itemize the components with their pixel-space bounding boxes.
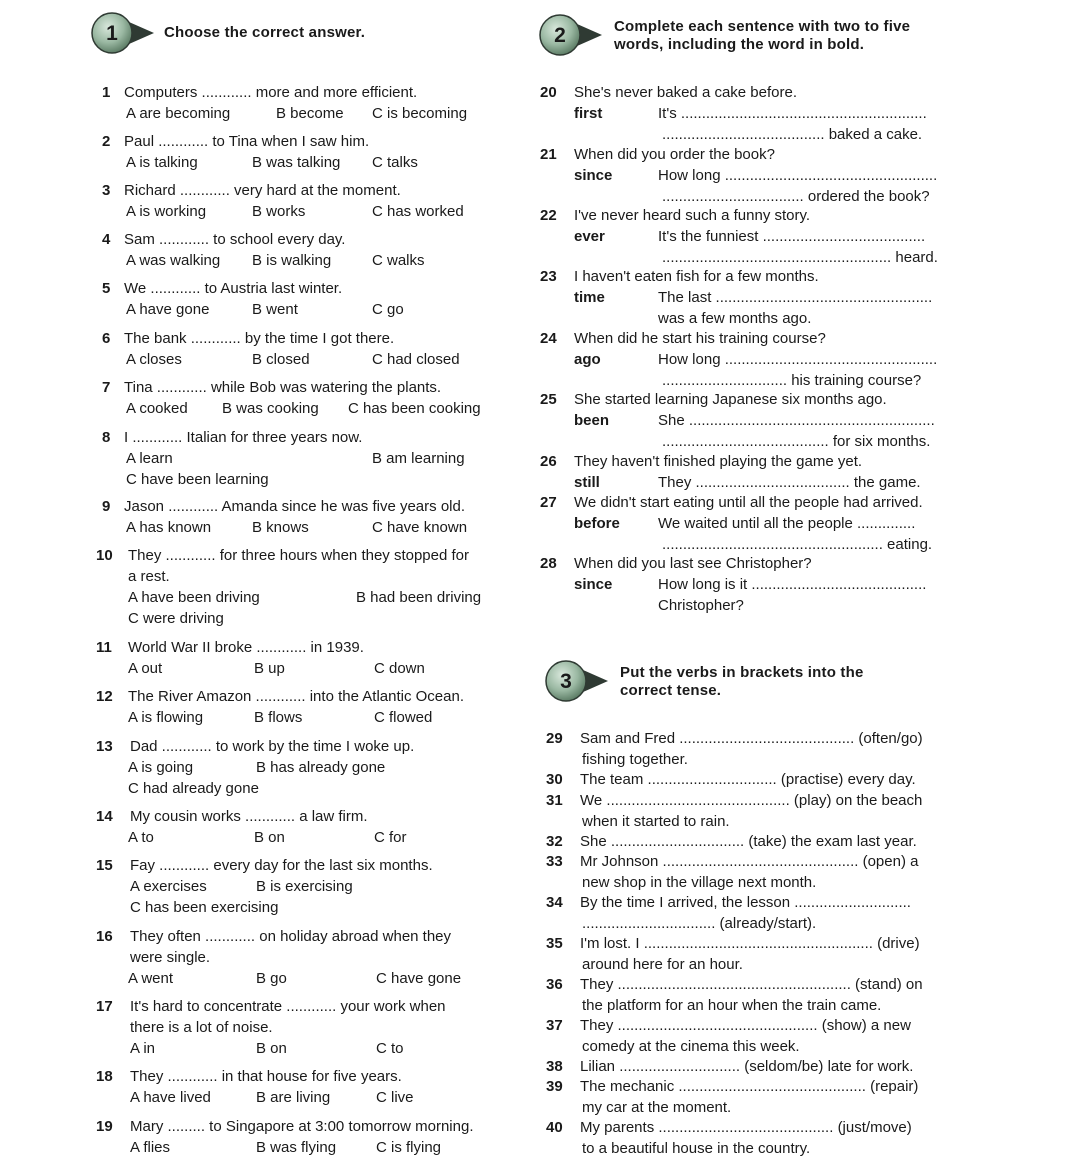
verb-sentence-continued: to a beautiful house in the country. (582, 1140, 811, 1157)
item-number: 27 (540, 494, 557, 511)
item-number: 35 (546, 935, 563, 952)
source-sentence: When did you last see Christopher? (574, 555, 812, 572)
verb-sentence-continued: fishing together. (582, 751, 688, 768)
question-number: 12 (96, 688, 113, 705)
answer-option: B up (254, 660, 285, 677)
answer-option: A have been driving (128, 589, 260, 606)
answer-option: C has been cooking (348, 400, 481, 417)
item-number: 31 (546, 792, 563, 809)
item-number: 25 (540, 391, 557, 408)
question-number: 10 (96, 547, 113, 564)
question-stem-continued: a rest. (128, 568, 170, 585)
answer-option: C have known (372, 519, 468, 536)
question-number: 1 (102, 84, 111, 101)
verb-sentence-continued: ................................ (already/start). (582, 915, 817, 932)
answer-option: B is exercising (256, 878, 353, 895)
item-number: 23 (540, 268, 557, 285)
answer-option: A cooked (126, 400, 188, 417)
item-number: 36 (546, 976, 563, 993)
item-number: 40 (546, 1119, 563, 1136)
answer-option: B has already gone (256, 759, 386, 776)
answer-option: A flies (130, 1139, 171, 1156)
verb-sentence-continued: the platform for an hour when the train came. (582, 997, 882, 1014)
answer-option: A was walking (126, 252, 221, 269)
keyword: time (574, 289, 605, 306)
item-number: 22 (540, 207, 557, 224)
question-number: 16 (96, 928, 113, 945)
verb-sentence: The mechanic ............................................. (repair) (580, 1078, 919, 1095)
answer-option: B was cooking (222, 400, 319, 417)
verb-sentence: I'm lost. I ....................................................... (drive) (580, 935, 920, 952)
answer-option: B works (252, 203, 306, 220)
question-stem: It's hard to concentrate ............ your work when (130, 998, 446, 1015)
answer-option: C walks (372, 252, 425, 269)
question-number: 8 (102, 429, 111, 446)
question-stem: We ............ to Austria last winter. (124, 280, 343, 297)
section-3-number: 3 (560, 670, 572, 693)
answer-option: A have gone (126, 301, 210, 318)
rewrite-line: How long ................................................... (658, 351, 938, 368)
question-stem: Fay ............ every day for the last six months. (130, 857, 433, 874)
question-stem: I ............ Italian for three years now. (124, 429, 363, 446)
answer-option: A went (128, 970, 174, 987)
rewrite-line: was a few months ago. (658, 310, 812, 327)
question-number: 11 (96, 639, 112, 656)
answer-option: A closes (126, 351, 182, 368)
section-3-instruction-line-1: Put the verbs in brackets into the (620, 664, 864, 681)
question-stem: Richard ............ very hard at the moment. (124, 182, 401, 199)
answer-option: A has known (126, 519, 212, 536)
answer-option: B on (254, 829, 285, 846)
source-sentence: We didn't start eating until all the people had arrived. (574, 494, 923, 511)
rewrite-line: Christopher? (658, 597, 744, 614)
answer-option: A learn (126, 450, 173, 467)
verb-sentence: The team ............................... (practise) every day. (580, 771, 916, 788)
item-number: 20 (540, 84, 557, 101)
answer-option: B go (256, 970, 287, 987)
answer-option: C is flying (376, 1139, 442, 1156)
question-number: 7 (102, 379, 111, 396)
answer-option: A is going (128, 759, 194, 776)
question-stem-continued: there is a lot of noise. (130, 1019, 273, 1036)
answer-option: C down (374, 660, 425, 677)
item-number: 34 (546, 894, 563, 911)
rewrite-line: .............................. his training course? (662, 372, 922, 389)
item-number: 24 (540, 330, 557, 347)
question-number: 6 (102, 330, 111, 347)
section-3-instruction-line-2: correct tense. (620, 682, 722, 699)
verb-sentence: Sam and Fred .......................................... (often/go) (580, 730, 923, 747)
verb-sentence: By the time I arrived, the lesson ............................ (580, 894, 911, 911)
question-number: 17 (96, 998, 113, 1015)
question-stem: Dad ............ to work by the time I woke up. (130, 738, 415, 755)
rewrite-line: The last .................................................... (658, 289, 933, 306)
item-number: 37 (546, 1017, 563, 1034)
answer-option: B was flying (256, 1139, 337, 1156)
keyword: since (574, 167, 613, 184)
source-sentence: I've never heard such a funny story. (574, 207, 811, 224)
answer-option: A is talking (126, 154, 198, 171)
answer-option: B knows (252, 519, 309, 536)
question-number: 2 (102, 133, 111, 150)
answer-option: C go (372, 301, 404, 318)
answer-option: B was talking (252, 154, 341, 171)
keyword: ever (574, 228, 605, 245)
verb-sentence-continued: when it started to rain. (582, 813, 730, 830)
keyword: first (574, 105, 603, 122)
question-number: 19 (96, 1118, 113, 1135)
keyword: before (574, 515, 620, 532)
answer-option: B are living (256, 1089, 331, 1106)
item-number: 39 (546, 1078, 563, 1095)
question-number: 14 (96, 808, 113, 825)
section-1-number: 1 (106, 22, 118, 45)
answer-option: B on (256, 1040, 287, 1057)
keyword: ago (574, 351, 601, 368)
answer-option: B closed (252, 351, 310, 368)
rewrite-line: ....................................... baked a cake. (662, 126, 923, 143)
item-number: 30 (546, 771, 563, 788)
answer-option: B become (276, 105, 344, 122)
section-3-badge (544, 658, 590, 704)
source-sentence: She's never baked a cake before. (574, 84, 798, 101)
section-2-badge (538, 12, 584, 58)
question-stem: The bank ............ by the time I got there. (124, 330, 395, 347)
rewrite-line: .................................. ordered the book? (662, 188, 930, 205)
question-stem: My cousin works ............ a law firm. (130, 808, 368, 825)
answer-option: A are becoming (126, 105, 231, 122)
verb-sentence: They ........................................................ (stand) on (580, 976, 923, 993)
answer-option: A in (130, 1040, 156, 1057)
question-stem: Jason ............ Amanda since he was five years old. (124, 498, 466, 515)
source-sentence: She started learning Japanese six months ago. (574, 391, 887, 408)
question-stem: They ............ for three hours when they stopped for (128, 547, 470, 564)
question-stem: Computers ............ more and more efficient. (124, 84, 418, 101)
answer-option: C for (374, 829, 407, 846)
verb-sentence-continued: around here for an hour. (582, 956, 743, 973)
rewrite-line: It's ........................................................... (658, 105, 927, 122)
answer-option: C were driving (128, 610, 224, 627)
answer-option: C live (376, 1089, 414, 1106)
question-number: 13 (96, 738, 113, 755)
verb-sentence: They ................................................ (show) a new (580, 1017, 911, 1034)
verb-sentence: My parents .......................................... (just/move) (580, 1119, 912, 1136)
item-number: 33 (546, 853, 563, 870)
answer-option: B had been driving (356, 589, 482, 606)
answer-option: C to (376, 1040, 404, 1057)
question-stem: Mary ......... to Singapore at 3:00 tomorrow morning. (130, 1118, 474, 1135)
answer-option: C is becoming (372, 105, 468, 122)
rewrite-line: They ..................................... the game. (658, 474, 921, 491)
verb-sentence: Mr Johnson ............................................... (open) a (580, 853, 919, 870)
answer-option: C have been learning (126, 471, 269, 488)
keyword: still (574, 474, 600, 491)
answer-option: C has been exercising (130, 899, 279, 916)
verb-sentence: We ............................................ (play) on the beach (580, 792, 923, 809)
verb-sentence: Lilian ............................. (seldom/be) late for work. (580, 1058, 914, 1075)
item-number: 28 (540, 555, 557, 572)
rewrite-line: ....................................................... heard. (662, 249, 938, 266)
item-number: 26 (540, 453, 557, 470)
answer-option: C flowed (374, 709, 433, 726)
source-sentence: When did he start his training course? (574, 330, 826, 347)
answer-option: A out (128, 660, 163, 677)
section-1-instruction: Choose the correct answer. (164, 24, 366, 41)
rewrite-line: ........................................ for six months. (662, 433, 931, 450)
item-number: 21 (540, 146, 557, 163)
verb-sentence-continued: new shop in the village next month. (582, 874, 817, 891)
source-sentence: When did you order the book? (574, 146, 775, 163)
answer-option: B is walking (252, 252, 332, 269)
answer-option: A exercises (130, 878, 207, 895)
verb-sentence-continued: my car at the moment. (582, 1099, 732, 1116)
answer-option: C has worked (372, 203, 464, 220)
answer-option: C have gone (376, 970, 462, 987)
question-stem-continued: were single. (130, 949, 211, 966)
answer-option: B am learning (372, 450, 465, 467)
section-1-badge (90, 10, 136, 56)
section-2-number: 2 (554, 24, 566, 47)
rewrite-line: How long ................................................... (658, 167, 938, 184)
question-stem: Tina ............ while Bob was watering the plants. (124, 379, 442, 396)
question-number: 15 (96, 857, 113, 874)
answer-option: C had already gone (128, 780, 259, 797)
keyword: since (574, 576, 613, 593)
keyword: been (574, 412, 610, 429)
rewrite-line: It's the funniest ....................................... (658, 228, 926, 245)
section-2-instruction-line-1: Complete each sentence with two to five (614, 18, 911, 35)
question-number: 18 (96, 1068, 113, 1085)
rewrite-line: We waited until all the people .............. (658, 515, 916, 532)
question-stem: Paul ............ to Tina when I saw him. (124, 133, 370, 150)
verb-sentence: She ................................ (take) the exam last year. (580, 833, 917, 850)
rewrite-line: How long is it .......................................... (658, 576, 927, 593)
question-stem: They often ............ on holiday abroad when they (130, 928, 452, 945)
answer-option: B flows (254, 709, 303, 726)
question-stem: They ............ in that house for five years. (130, 1068, 402, 1085)
question-stem: World War II broke ............ in 1939. (128, 639, 364, 656)
answer-option: B went (252, 301, 298, 318)
source-sentence: I haven't eaten fish for a few months. (574, 268, 819, 285)
question-stem: The River Amazon ............ into the Atlantic Ocean. (128, 688, 464, 705)
item-number: 32 (546, 833, 563, 850)
question-number: 4 (102, 231, 111, 248)
answer-option: A have lived (130, 1089, 211, 1106)
answer-option: C had closed (372, 351, 460, 368)
section-2-instruction-line-2: words, including the word in bold. (614, 36, 865, 53)
answer-option: A to (128, 829, 154, 846)
source-sentence: They haven't finished playing the game yet. (574, 453, 863, 470)
rewrite-line: ..................................................... eating. (662, 536, 933, 553)
item-number: 29 (546, 730, 563, 747)
answer-option: C talks (372, 154, 418, 171)
question-number: 3 (102, 182, 111, 199)
answer-option: A is working (126, 203, 207, 220)
answer-option: A is flowing (128, 709, 204, 726)
question-number: 5 (102, 280, 111, 297)
question-stem: Sam ............ to school every day. (124, 231, 346, 248)
rewrite-line: She ........................................................... (658, 412, 935, 429)
question-number: 9 (102, 498, 111, 515)
verb-sentence-continued: comedy at the cinema this week. (582, 1038, 800, 1055)
item-number: 38 (546, 1058, 563, 1075)
